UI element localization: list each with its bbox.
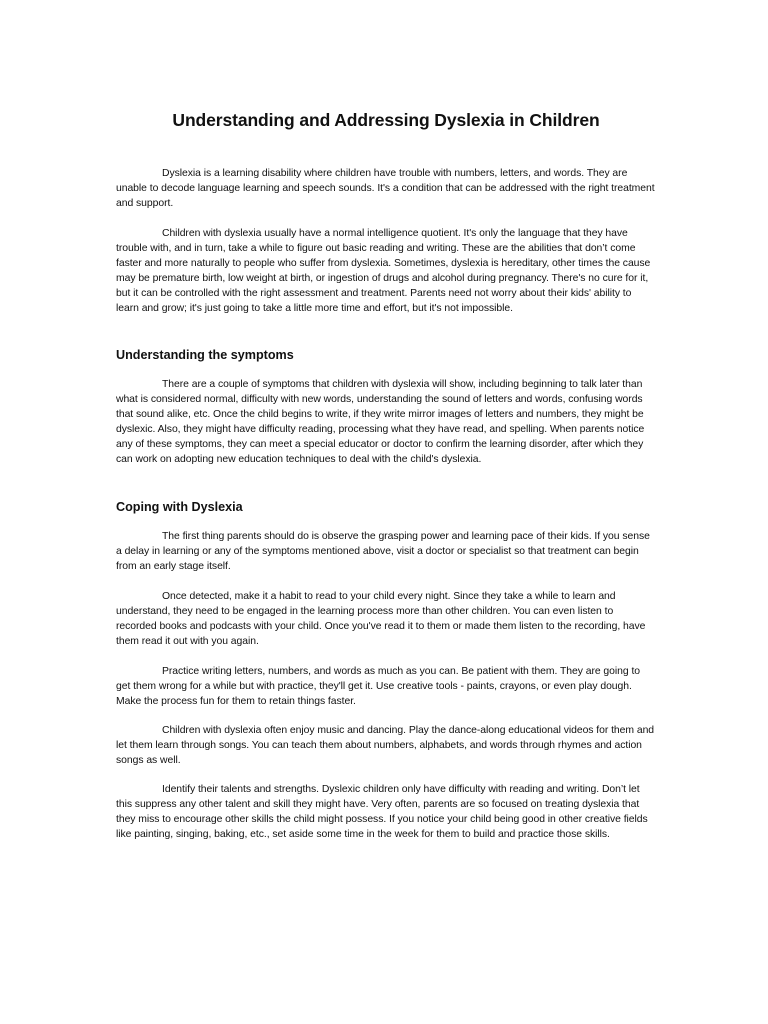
document-title: Understanding and Addressing Dyslexia in Children	[172, 110, 600, 130]
coping-paragraph-5: Identify their talents and strengths. Dyslexic children only have difficulty with reading and writing. Don’t let this suppress any other talent and skill they might have. Very often, parents are so focused on treating dyslexia that they miss to encourage other skills the child might possess. If you notice your child being good in other creative fields like painting, singing, baking, etc., set aside some time in the week for them to build and practice those skills.	[116, 784, 648, 840]
coping-paragraph-3: Practice writing letters, numbers, and words as much as you can. Be patient with them. They are going to get them wrong for a while but with practice, they'll get it. Use creative tools - paints, crayons, or even play dough. Make the process fun for them to retain things faster.	[116, 666, 641, 707]
intro-paragraph-2: Children with dyslexia usually have a normal intelligence quotient. It's only the language that they have trouble with, and in turn, take a while to figure out basic reading and writing. These are the abilities that don’t come faster and more naturally to people who suffer from dyslexia. Sometimes, dyslexia is hereditary, other times the cause may be premature birth, low weight at birth, or ingestion of drugs and alcohol during pregnancy. There's no cure for it, but it can be controlled with the right assessment and treatment. Parents need not worry about their kids' ability to learn and grow; it's just going to take a little more time and effort, but it's not impossible.	[116, 228, 651, 314]
symptoms-paragraph-1: There are a couple of symptoms that children with dyslexia will show, including beginning to talk later than what is considered normal, difficulty with new words, understanding the sound of letters and words, confusing words that sound alike, etc. Once the child begins to write, if they write mirror images of letters and numbers, they might be dyslexic. Also, they might have difficulty reading, processing what they have read, and spelling. When parents notice any of these symptoms, they can meet a special educator or doctor to confirm the learning disorder, after which they can work on adopting new education techniques to deal with the child's dyslexia.	[116, 379, 645, 465]
section-heading-coping: Coping with Dyslexia	[116, 500, 243, 514]
section-heading-symptoms: Understanding the symptoms	[116, 348, 294, 362]
coping-paragraph-4: Children with dyslexia often enjoy music and dancing. Play the dance-along educational videos for them and let them learn through songs. You can teach them about numbers, alphabets, and words through rhymes and action songs as well.	[116, 725, 655, 766]
coping-paragraph-1: The first thing parents should do is observe the grasping power and learning pace of their kids. If you sense a delay in learning or any of the symptoms mentioned above, visit a doctor or specialist so that treatment can begin from an early stage itself.	[116, 531, 650, 572]
coping-paragraph-2: Once detected, make it a habit to read to your child every night. Since they take a while to learn and understand, they need to be engaged in the learning process more than other children. You can even listen to recorded books and podcasts with your child. Once you've read it to them or made them listen to the recording, have them read it out with you again.	[116, 591, 646, 647]
intro-paragraph-1: Dyslexia is a learning disability where children have trouble with numbers, letters, and words. They are unable to decode language learning and speech sounds. It's a condition that can be addressed with the right treatment and support.	[116, 168, 655, 209]
